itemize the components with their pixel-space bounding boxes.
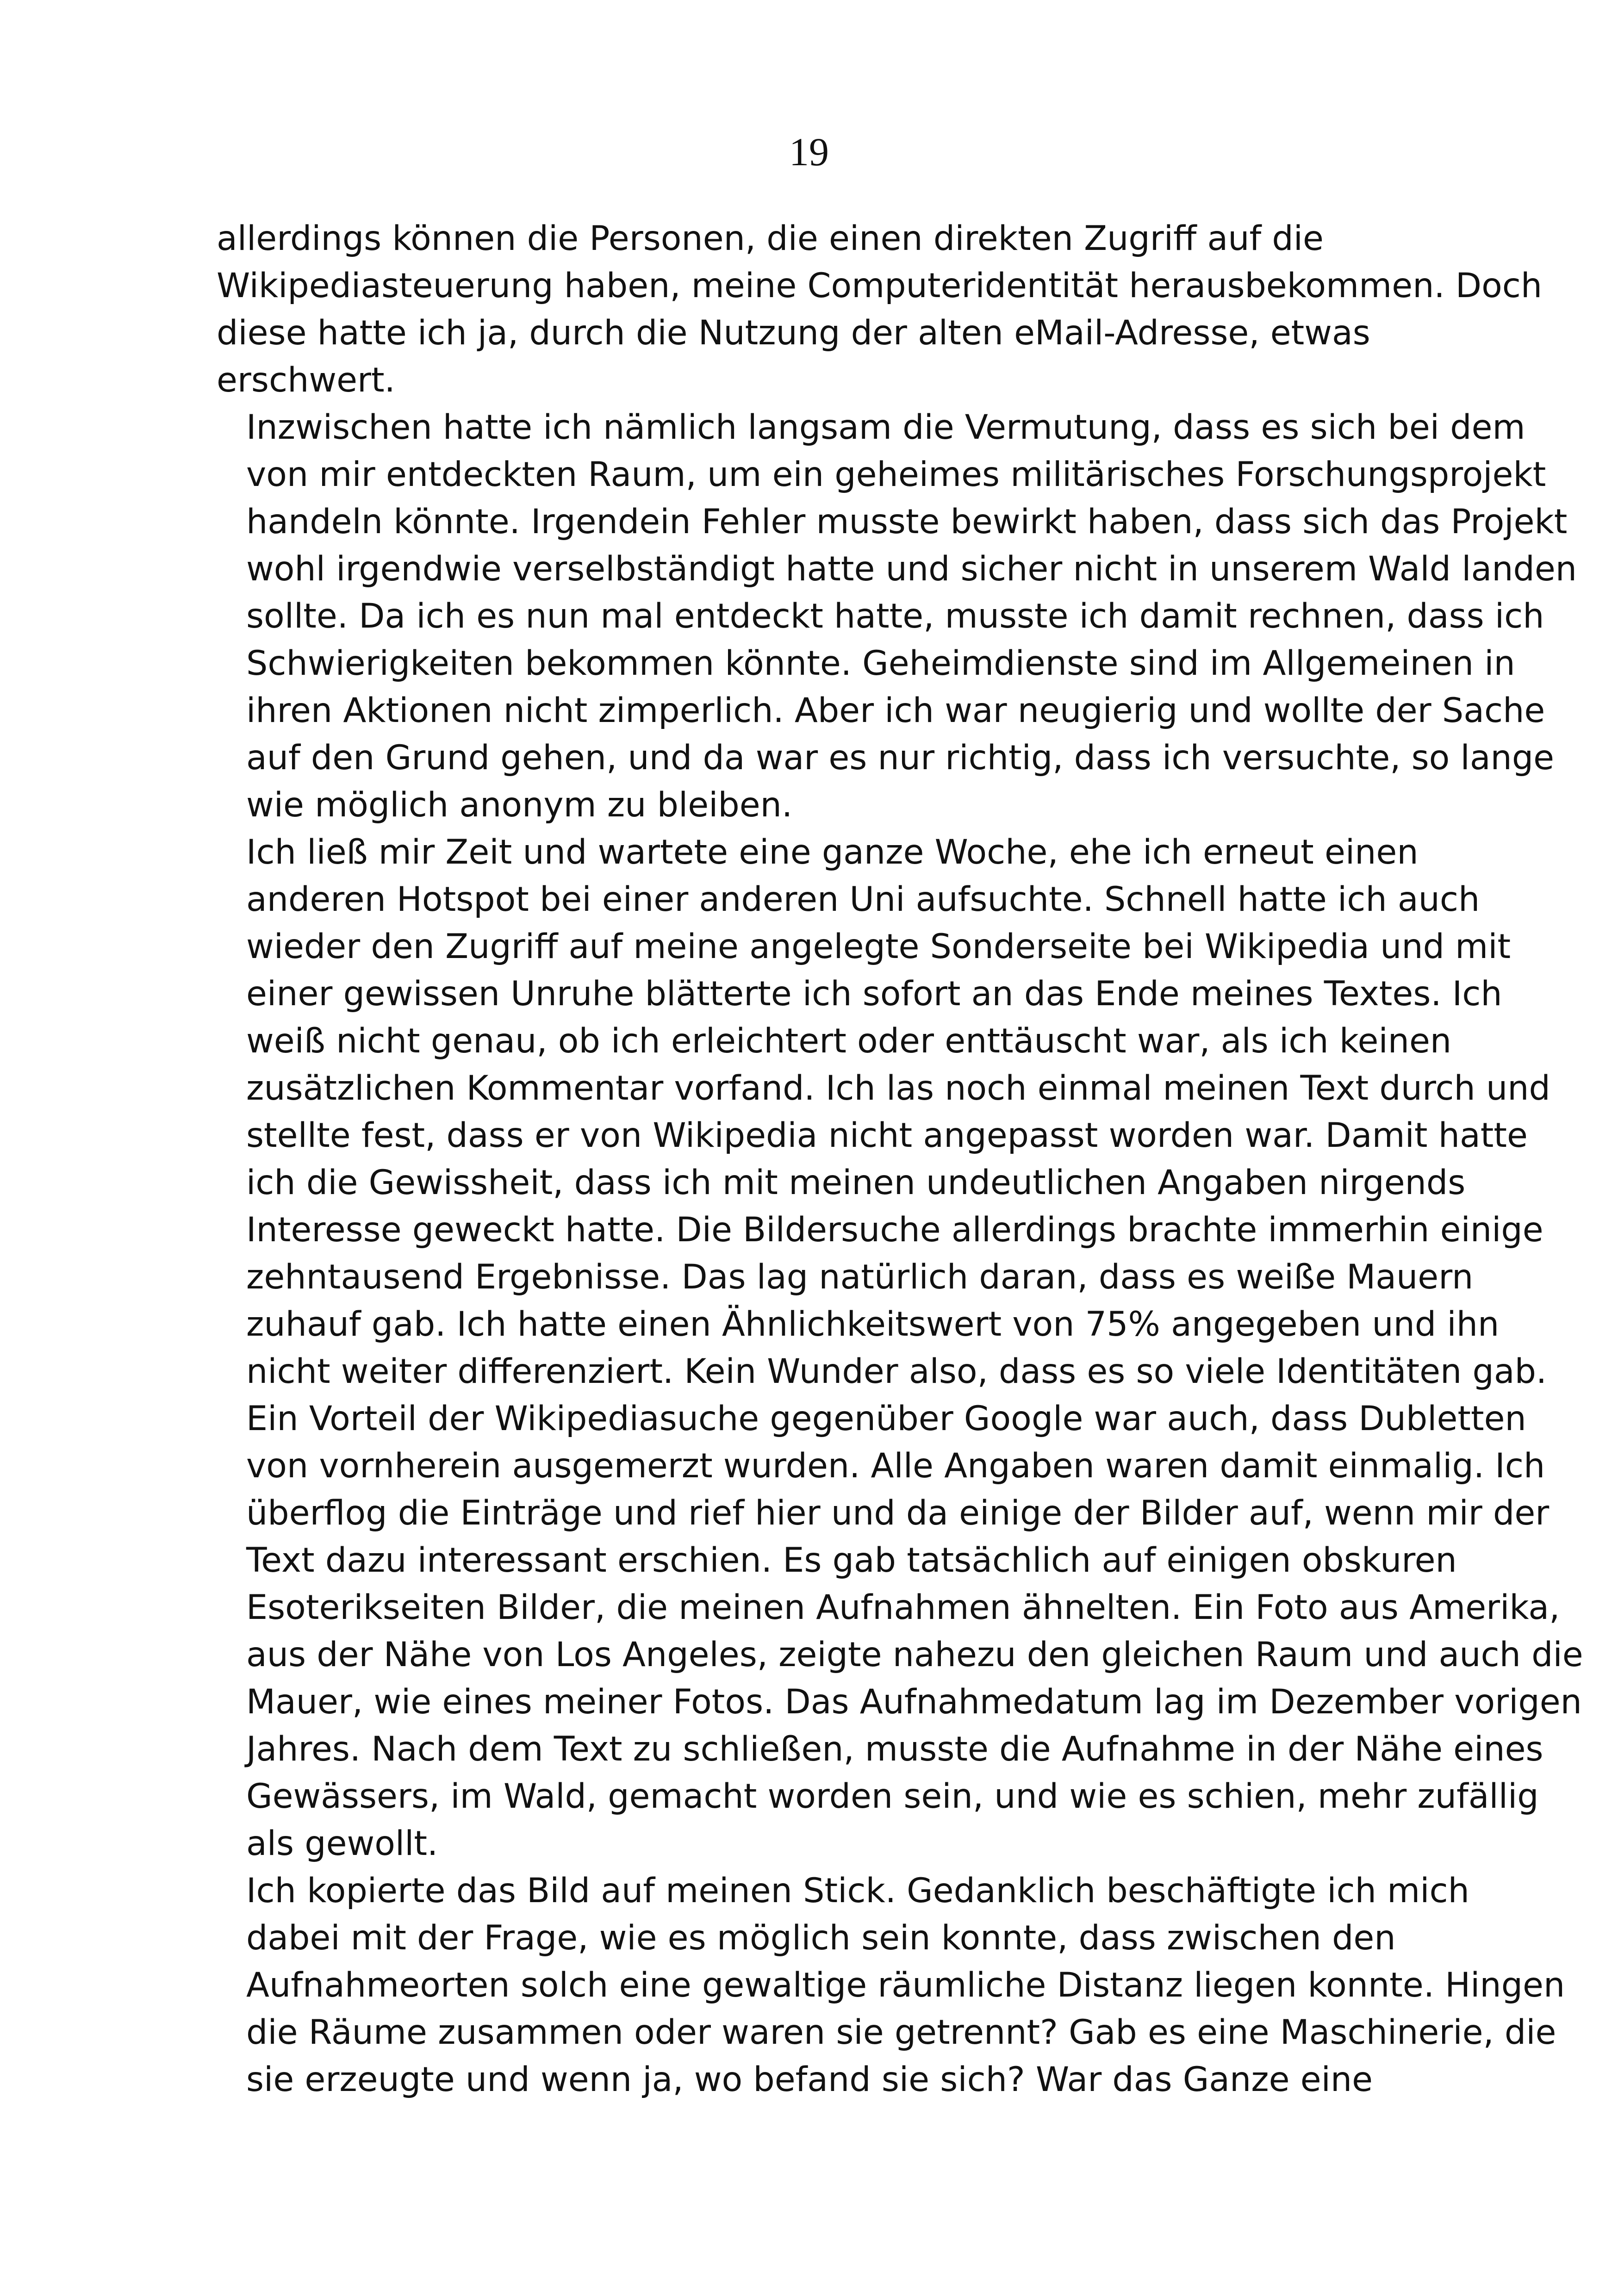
text-line: als gewollt. [246, 1824, 438, 1863]
text-line: Interesse geweckt hatte. Die Bildersuche allerdings brachte immerhin einige [246, 1210, 1543, 1250]
text-line: allerdings können die Personen, die einen direkten Zugriff auf die [217, 219, 1324, 258]
text-line: wohl irgendwie verselbständigt hatte und sicher nicht in unserem Wald landen [246, 549, 1577, 589]
text-line: Text dazu interessant erschien. Es gab tatsächlich auf einigen obskuren [246, 1541, 1457, 1580]
text-line: erschwert. [217, 361, 395, 400]
text-line: auf den Grund gehen, und da war es nur richtig, dass ich versuchte, so lange [246, 738, 1555, 778]
text-line: von mir entdeckten Raum, um ein geheimes militärisches Forschungsprojekt [246, 455, 1546, 494]
text-line: überflog die Einträge und rief hier und da einige der Bilder auf, wenn mir der [246, 1493, 1550, 1533]
text-line: zuhauf gab. Ich hatte einen Ähnlichkeitswert von 75% angegeben und ihn [246, 1305, 1500, 1344]
text-line: zusätzlichen Kommentar vorfand. Ich las noch einmal meinen Text durch und [246, 1069, 1550, 1108]
text-line: einer gewissen Unruhe blätterte ich sofort an das Ende meines Textes. Ich [246, 974, 1502, 1014]
text-line: Wikipediasteuerung haben, meine Computeridentität herausbekommen. Doch [217, 266, 1543, 305]
text-line: dabei mit der Frage, wie es möglich sein konnte, dass zwischen den [246, 1918, 1396, 1958]
text-line: von vornherein ausgemerzt wurden. Alle Angaben waren damit einmalig. Ich [246, 1446, 1545, 1486]
page-number: 19 [789, 130, 829, 174]
paragraph-1 [217, 215, 1543, 404]
text-line: sie erzeugte und wenn ja, wo befand sie sich? War das Ganze eine [246, 2060, 1373, 2099]
text-line: Ein Vorteil der Wikipediasuche gegenüber Google war auch, dass Dubletten [246, 1399, 1526, 1438]
text-line: wie möglich anonym zu bleiben. [246, 785, 793, 825]
paragraph-5 [217, 1867, 1565, 2103]
text-line: ihren Aktionen nicht zimperlich. Aber ich war neugierig und wollte der Sache [246, 691, 1545, 730]
text-line: diese hatte ich ja, durch die Nutzung der alten eMail-Adresse, etwas [217, 313, 1370, 353]
text-line: zehntausend Ergebnisse. Das lag natürlich daran, dass es weiße Mauern [246, 1257, 1474, 1297]
text-line: Mauer, wie eines meiner Fotos. Das Aufnahmedatum lag im Dezember vorigen [246, 1682, 1582, 1722]
text-line: weiß nicht genau, ob ich erleichtert oder enttäuscht war, als ich keinen [246, 1021, 1452, 1061]
text-line: Ich ließ mir Zeit und wartete eine ganze Woche, ehe ich erneut einen [246, 833, 1419, 872]
text-line: sollte. Da ich es nun mal entdeckt hatte, musste ich damit rechnen, dass ich [246, 597, 1544, 636]
text-line: die Räume zusammen oder waren sie getrennt? Gab es eine Maschinerie, die [246, 2013, 1556, 2052]
paragraph-4 [217, 1395, 1583, 1867]
text-line: anderen Hotspot bei einer anderen Uni aufsuchte. Schnell hatte ich auch [246, 880, 1480, 919]
text-line: ich die Gewissheit, dass ich mit meinen undeutlichen Angaben nirgends [246, 1163, 1466, 1202]
text-line: Jahres. Nach dem Text zu schließen, musste die Aufnahme in der Nähe eines [246, 1730, 1543, 1769]
text-line: nicht weiter differenziert. Kein Wunder also, dass es so viele Identitäten gab. [246, 1352, 1547, 1391]
text-line: Schwierigkeiten bekommen könnte. Geheimdienste sind im Allgemeinen in [246, 644, 1515, 683]
text-line: stellte fest, dass er von Wikipedia nicht angepasst worden war. Damit hatte [246, 1116, 1528, 1155]
text-line: wieder den Zugriff auf meine angelegte Sonderseite bei Wikipedia und mit [246, 927, 1511, 966]
text-line: Inzwischen hatte ich nämlich langsam die Vermutung, dass es sich bei dem [246, 408, 1525, 447]
text-line: Esoterikseiten Bilder, die meinen Aufnahmen ähnelten. Ein Foto aus Amerika, [246, 1588, 1560, 1627]
text-line: Gewässers, im Wald, gemacht worden sein, und wie es schien, mehr zufällig [246, 1777, 1539, 1816]
text-line: Ich kopierte das Bild auf meinen Stick. Gedanklich beschäftigte ich mich [246, 1871, 1469, 1910]
paragraph-2 [217, 404, 1577, 829]
text-line: Aufnahmeorten solch eine gewaltige räumliche Distanz liegen konnte. Hingen [246, 1966, 1565, 2005]
text-line: aus der Nähe von Los Angeles, zeigte nahezu den gleichen Raum und auch die [246, 1635, 1583, 1674]
body-text [217, 215, 1583, 2103]
text-line: handeln könnte. Irgendein Fehler musste bewirkt haben, dass sich das Projekt [246, 502, 1568, 541]
paragraph-3 [217, 829, 1550, 1395]
